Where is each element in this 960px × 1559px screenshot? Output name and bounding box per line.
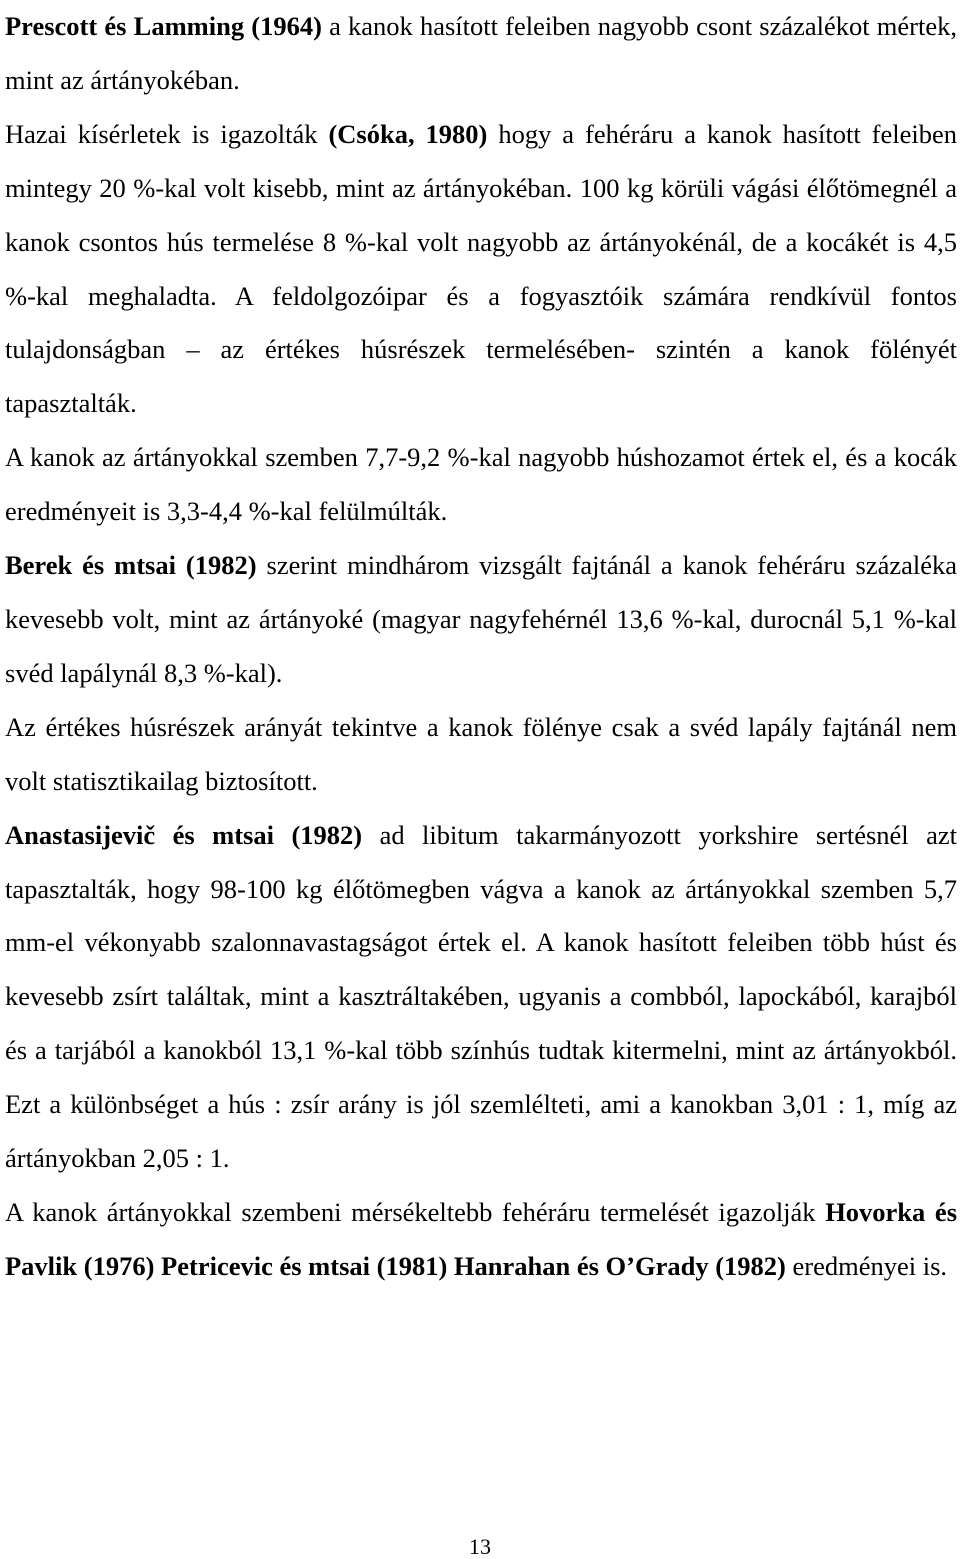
paragraph-text: A kanok az ártányokkal szemben 7,7-9,2 %-kal nagyobb húshozamot értek el, és a kocák eredményeit is 3,3-4,4 %-kal felülmúlták. bbox=[5, 442, 957, 527]
paragraph-text: hogy a fehéráru a kanok hasított feleiben mintegy 20 %-kal volt kisebb, mint az ártányokéban. 100 kg körüli vágási élőtömegnél a kanok csontos hús termelése 8 %-kal volt nagyobb az ártányokénál, de a kocákét is 4,5 %-kal meghaladta. A feldolgozóipar és a fogyasztóik számára rendkívül fontos tulajdonságban – az értékes húsrészek termelésében- szintén a kanok fölényét tapasztalták. bbox=[5, 118, 957, 419]
paragraph-anastasijevic bbox=[5, 809, 957, 1186]
page-number: 13 bbox=[469, 1534, 491, 1559]
citation: (Csóka, 1980) bbox=[328, 118, 488, 149]
paragraph-text: eredményei is. bbox=[785, 1250, 948, 1281]
paragraph-text: Hazai kísérletek is igazolták bbox=[5, 118, 329, 149]
paragraph-text: szerint mindhárom vizsgált fajtánál a kanok fehéráru százaléka kevesebb volt, mint az ártányoké (magyar nagyfehérnél 13,6 %-kal, durocnál 5,1 %-kal svéd lapálynál 8,3 %-kal). bbox=[5, 550, 957, 688]
paragraph-prescott bbox=[5, 0, 957, 108]
paragraph-berek bbox=[5, 539, 957, 701]
paragraph-text: Az értékes húsrészek arányát tekintve a kanok fölénye csak a svéd lapály fajtánál nem volt statisztikailag biztosított. bbox=[5, 711, 957, 796]
paragraph-text: a kanok hasított feleiben nagyobb csont százalékot mértek, mint az ártányokéban. bbox=[5, 11, 957, 95]
paragraph-hazai bbox=[5, 108, 957, 431]
citation: Berek és mtsai (1982) bbox=[5, 550, 257, 581]
document-body bbox=[5, 0, 957, 1294]
citation: Prescott és Lamming (1964) bbox=[5, 11, 322, 41]
paragraph-text: ad libitum takarmányozott yorkshire sertésnél azt tapasztalták, hogy 98-100 kg élőtömegben vágva a kanok az ártányokkal szemben 5,7 mm-el vékonyabb szalonnavastagságot értek el. A kanok hasított feleiben több húst és kevesebb zsírt találtak, mint a kasztráltakében, ugyanis a combból, lapockából, karajból és a tarjából a kanokból 13,1 %-kal több színhús tudtak kitermelni, mint az ártányokból. Ezt a különbséget a hús : zsír arány is jól szemlélteti, ami a kanokban 3,01 : 1, míg az ártányokban 2,05 : 1. bbox=[5, 819, 957, 1174]
citation: Hovorka és Pavlik (1976) Petricevic és mtsai (1981) Hanrahan és O’Grady (1982) bbox=[5, 1196, 958, 1281]
paragraph-kanok bbox=[5, 431, 957, 539]
citation: Anastasijevič és mtsai (1982) bbox=[5, 819, 363, 850]
paragraph-merseklet bbox=[5, 1186, 957, 1294]
paragraph-ertekes bbox=[5, 701, 957, 809]
paragraph-text: A kanok ártányokkal szembeni mérsékeltebb fehéráru termelését igazolják bbox=[5, 1196, 826, 1227]
